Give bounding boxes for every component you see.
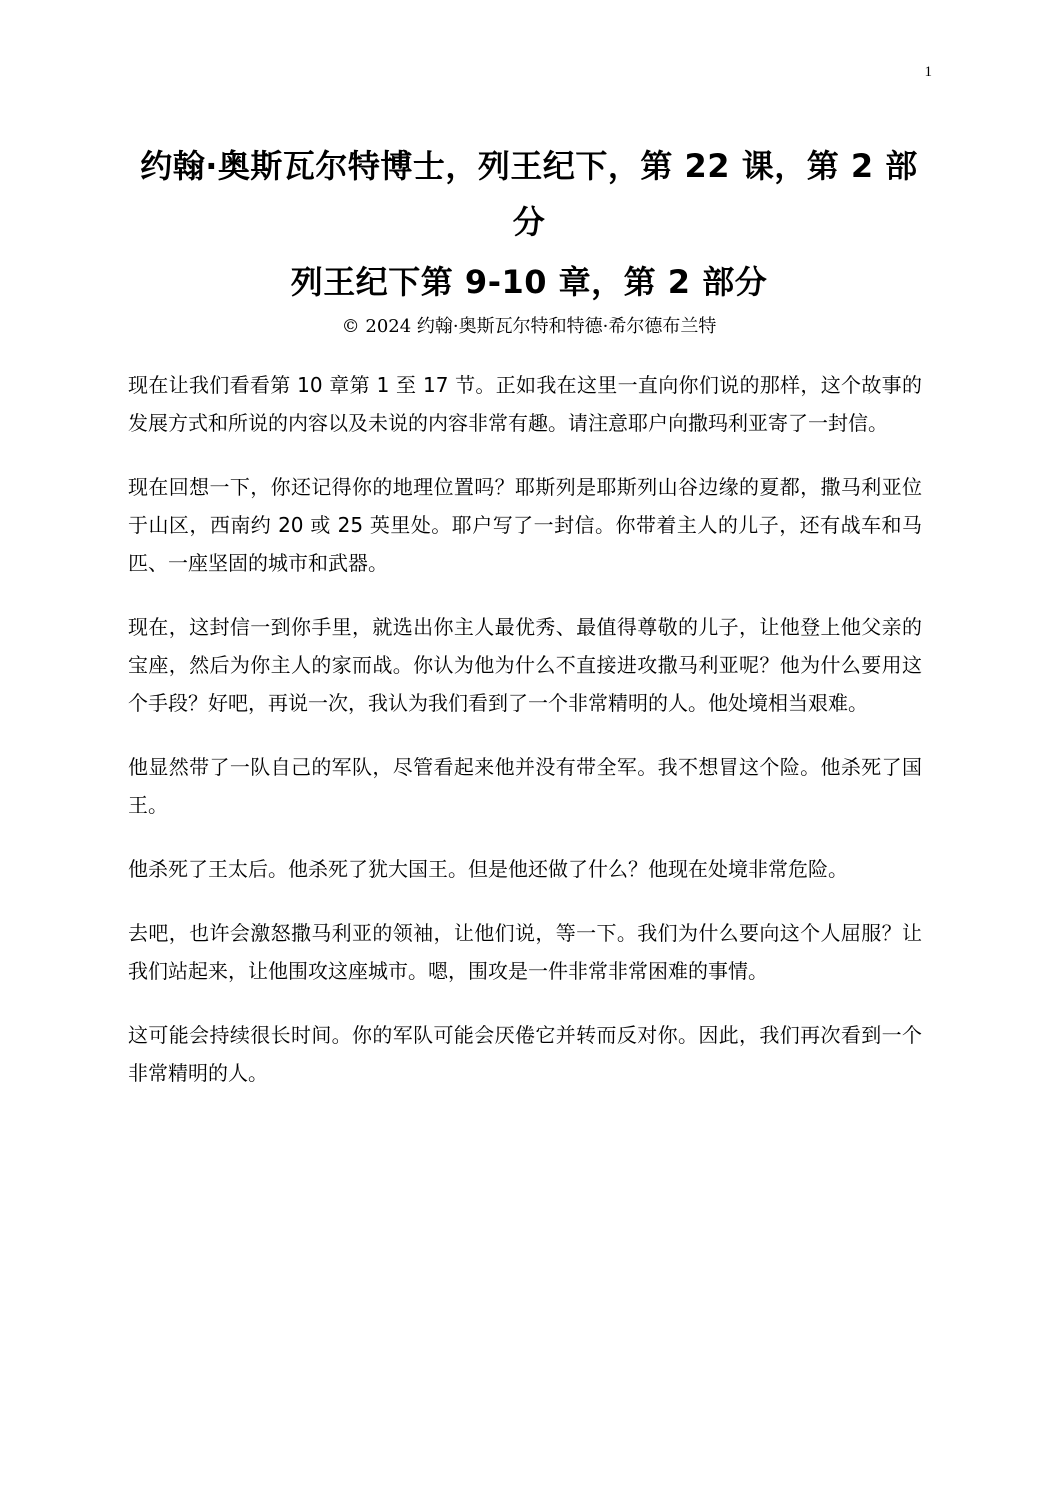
paragraph: 现在回想一下，你还记得你的地理位置吗？耶斯列是耶斯列山谷边缘的夏都，撒马利亚位于山区，西南约 20 或 25 英里处。耶户写了一封信。你带着主人的儿子，还有战车和马匹、一座坚固的城市和武器。 [128, 475, 922, 575]
copyright-line: © 2024 约翰·奥斯瓦尔特和特德·希尔德布兰特 [341, 316, 717, 337]
paragraph: 这可能会持续很长时间。你的军队可能会厌倦它并转而反对你。因此，我们再次看到一个非常精明的人。 [128, 1023, 922, 1085]
title-block [128, 138, 930, 342]
paragraph: 他杀死了王太后。他杀死了犹大国王。但是他还做了什么？他现在处境非常危险。 [128, 857, 848, 881]
document-title: 约翰·奥斯瓦尔特博士，列王纪下，第 22 课，第 2 部分 [140, 147, 918, 241]
page-number: 1 [924, 64, 932, 80]
document-subtitle: 列王纪下第 9-10 章，第 2 部分 [290, 263, 768, 301]
paragraph: 他显然带了一队自己的军队，尽管看起来他并没有带全军。我不想冒这个险。他杀死了国王。 [128, 755, 922, 817]
paragraph: 现在让我们看看第 10 章第 1 至 17 节。正如我在这里一直向你们说的那样，这个故事的发展方式和所说的内容以及未说的内容非常有趣。请注意耶户向撒玛利亚寄了一封信。 [128, 373, 922, 435]
paragraph: 去吧，也许会激怒撒马利亚的领袖，让他们说，等一下。我们为什么要向这个人屈服？让我们站起来，让他围攻这座城市。嗯，围攻是一件非常非常困难的事情。 [128, 921, 922, 983]
paragraph: 现在，这封信一到你手里，就选出你主人最优秀、最值得尊敬的儿子，让他登上他父亲的宝座，然后为你主人的家而战。你认为他为什么不直接进攻撒马利亚呢？他为什么要用这个手段？好吧，再说一次，我认为我们看到了一个非常精明的人。他处境相当艰难。 [128, 615, 922, 715]
body-text [128, 366, 922, 1118]
